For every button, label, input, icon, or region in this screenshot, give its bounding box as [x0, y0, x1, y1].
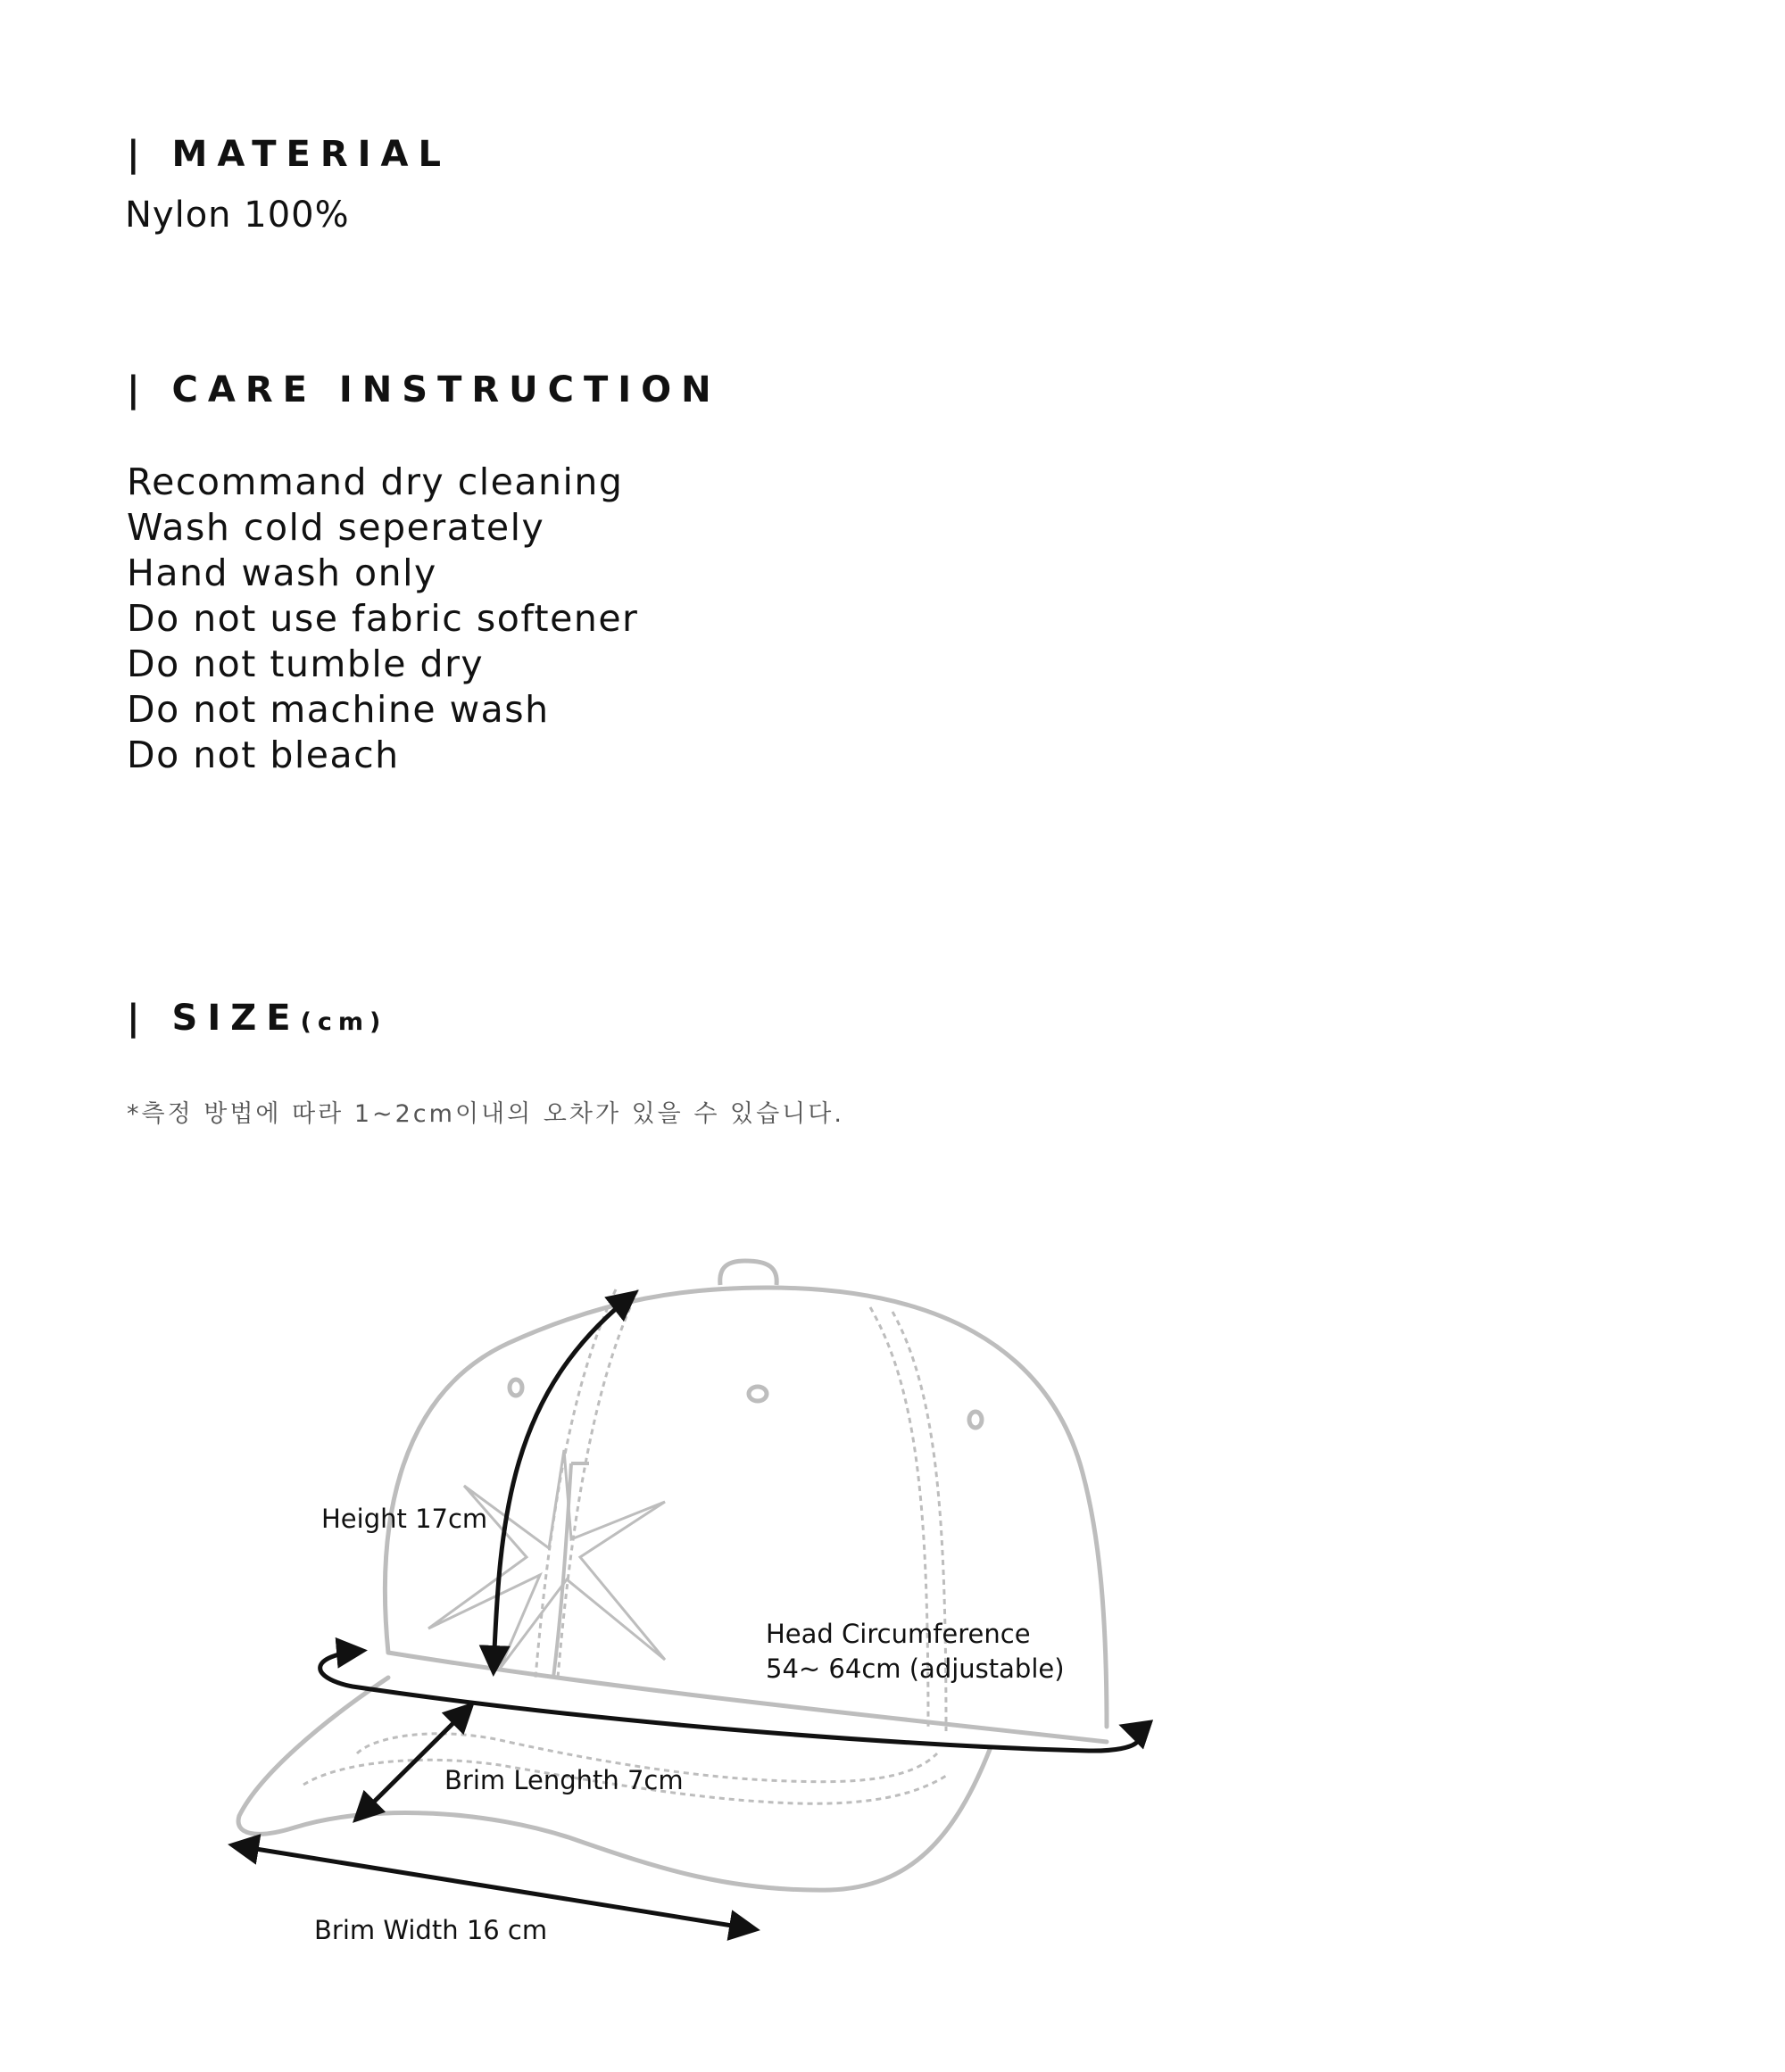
- care-item: Do not use fabric softener: [127, 597, 639, 640]
- cap-button: [720, 1261, 776, 1285]
- head-circumference-label-line1: Head Circumference: [766, 1619, 1031, 1649]
- size-heading-text: SIZE: [171, 998, 301, 1039]
- brim-width-label: Brim Width 16 cm: [314, 1915, 548, 1945]
- care-item: Do not tumble dry: [127, 642, 485, 685]
- brim-length-arrow: [357, 1706, 470, 1819]
- material-heading: | MATERIAL: [127, 134, 451, 175]
- care-heading: | CARE INSTRUCTION: [127, 369, 721, 410]
- material-heading-text: MATERIAL: [171, 134, 451, 175]
- cap-front-panel-lines: [553, 1463, 589, 1678]
- cap-size-diagram: [0, 1160, 1785, 2052]
- size-note: *측정 방법에 따라 1~2cm이내의 오차가 있을 수 있습니다.: [127, 1100, 844, 1128]
- height-label: Height 17cm: [321, 1504, 488, 1534]
- care-item: Recommand dry cleaning: [127, 460, 624, 503]
- care-item: Hand wash only: [127, 551, 437, 594]
- cap-front-seams: [303, 1289, 946, 1803]
- size-unit: (cm): [300, 1008, 387, 1036]
- cap-outline: [238, 1288, 1107, 1890]
- brim-length-label: Brim Lenghth 7cm: [444, 1765, 684, 1795]
- care-heading-text: CARE INSTRUCTION: [171, 369, 721, 410]
- material-value: Nylon 100%: [125, 195, 350, 236]
- care-item: Do not bleach: [127, 733, 400, 776]
- care-item: Wash cold seperately: [127, 506, 545, 549]
- size-heading: | SIZE(cm): [127, 998, 387, 1039]
- care-item: Do not machine wash: [127, 688, 550, 731]
- head-circumference-label-line2: 54~ 64cm (adjustable): [766, 1653, 1065, 1684]
- star-logo: [428, 1450, 665, 1669]
- care-list: [127, 460, 638, 778]
